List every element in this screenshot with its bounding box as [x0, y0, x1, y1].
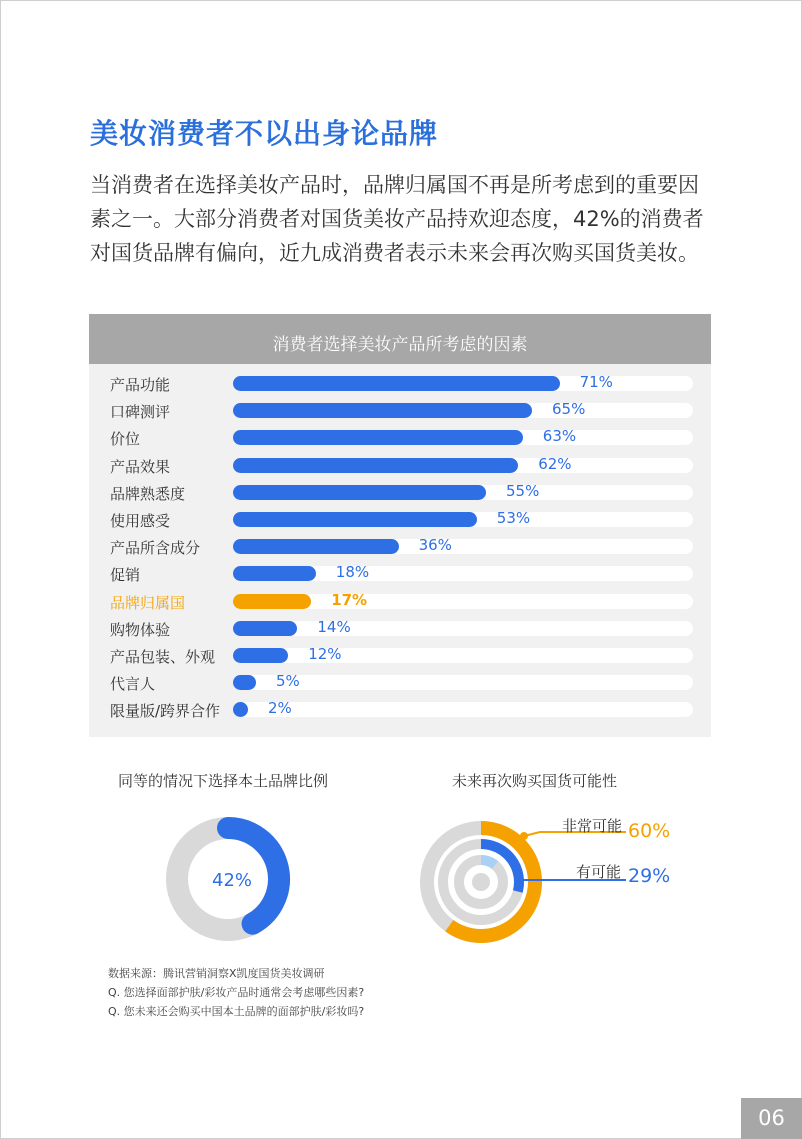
bar-row — [89, 617, 711, 644]
bar-row — [89, 399, 711, 426]
bar — [233, 403, 532, 418]
bar-value-label: 18% — [335, 563, 370, 582]
bar-track — [233, 590, 693, 609]
bar-label: 品牌熟悉度 — [110, 484, 186, 503]
bar-track — [233, 617, 693, 636]
bar-track — [233, 563, 693, 582]
bar — [233, 376, 560, 391]
bar — [233, 594, 311, 609]
bar-value-label: 2% — [268, 699, 292, 718]
question-line-1: Q. 您选择面部护肤/彩妆产品时通常会考虑哪些因素? — [108, 986, 365, 999]
bar-row — [89, 481, 711, 508]
intro-paragraph: 当消费者在选择美妆产品时，品牌归属国不再是所考虑到的重要因素之一。大部分消费者对国货美妆产品持欢迎态度，42%的消费者对国货品牌有偏向，近九成消费者表示未来会再次购买国货美妆。 — [90, 173, 704, 265]
legend-very-likely-label: 非常可能 — [562, 817, 623, 835]
source-notes — [108, 964, 364, 1021]
bar — [233, 485, 486, 500]
bar-label: 限量版/跨界合作 — [110, 702, 221, 721]
bar-track — [233, 536, 693, 555]
bar-label: 购物体验 — [110, 620, 171, 639]
bar-value-label: 71% — [579, 373, 613, 391]
bar-row — [89, 508, 711, 535]
bar — [233, 512, 477, 527]
bar-row — [89, 372, 711, 399]
bar-value-label: 65% — [552, 400, 586, 419]
bar-track — [233, 509, 693, 527]
legend-very-likely-value: 60% — [628, 820, 671, 842]
bar-row — [89, 644, 711, 671]
bar — [233, 648, 288, 663]
bar — [233, 566, 316, 581]
inner-ring-arc — [481, 860, 495, 865]
bar-track — [233, 400, 693, 419]
source-line: 数据来源：腾讯营销洞察X凯度国货美妆调研 — [108, 967, 325, 980]
local-brand-chart-title: 同等的情况下选择本土品牌比例 — [118, 772, 329, 790]
question-line-2: Q. 您未来还会购买中国本土品牌的面部护肤/彩妆吗? — [108, 1005, 365, 1018]
legend-likely-label: 有可能 — [576, 863, 622, 881]
legend-likely-value: 29% — [628, 865, 671, 887]
local-brand-donut-label: 42% — [212, 870, 253, 891]
page-title: 美妆消费者不以出身论品牌 — [90, 117, 439, 150]
bar-label: 促销 — [110, 566, 141, 585]
bar-row — [89, 671, 711, 698]
bar — [233, 675, 256, 690]
bar-track — [233, 645, 693, 663]
bar — [233, 621, 297, 636]
bar-value-label: 17% — [331, 590, 368, 609]
page-number: 06 — [741, 1098, 802, 1139]
bar-label: 口碑测评 — [110, 403, 171, 422]
bar-label: 代言人 — [110, 675, 156, 694]
bar — [233, 458, 518, 473]
bar-row — [89, 562, 711, 589]
bar-value-label: 12% — [308, 645, 342, 663]
center-dot — [472, 873, 490, 891]
bar-label: 价位 — [110, 430, 141, 449]
bar-value-label: 55% — [506, 481, 540, 500]
bar — [233, 430, 523, 445]
bar-row — [89, 426, 711, 453]
bar-chart-title: 消费者选择美妆产品所考虑的因素 — [89, 314, 711, 364]
bar-label: 品牌归属国 — [110, 593, 186, 612]
bar-track — [233, 481, 693, 500]
bar-track — [233, 427, 693, 446]
bar-row — [89, 698, 711, 725]
bar-row — [89, 454, 711, 481]
bar-row — [89, 590, 711, 617]
bar-label: 产品功能 — [110, 376, 171, 394]
bar-value-label: 36% — [418, 536, 452, 555]
bar-value-label: 63% — [542, 427, 577, 446]
bar-track — [233, 454, 693, 473]
bar-track — [233, 373, 693, 391]
repurchase-chart-title: 未来再次购买国货可能性 — [452, 772, 618, 790]
bar-label: 产品所含成分 — [110, 539, 201, 558]
bar-row — [89, 535, 711, 562]
bar-track — [233, 672, 693, 691]
bar-value-label: 5% — [276, 672, 300, 691]
bar-track — [233, 699, 693, 718]
bar-value-label: 62% — [538, 454, 572, 473]
bar — [233, 539, 399, 554]
bar-label: 使用感受 — [110, 512, 171, 530]
factors-bar-chart — [89, 314, 711, 737]
bar-label: 产品效果 — [110, 457, 171, 476]
bar — [233, 702, 248, 717]
bar-value-label: 14% — [317, 617, 351, 636]
bar-label: 产品包装、外观 — [110, 648, 216, 666]
bar-value-label: 53% — [496, 509, 531, 527]
